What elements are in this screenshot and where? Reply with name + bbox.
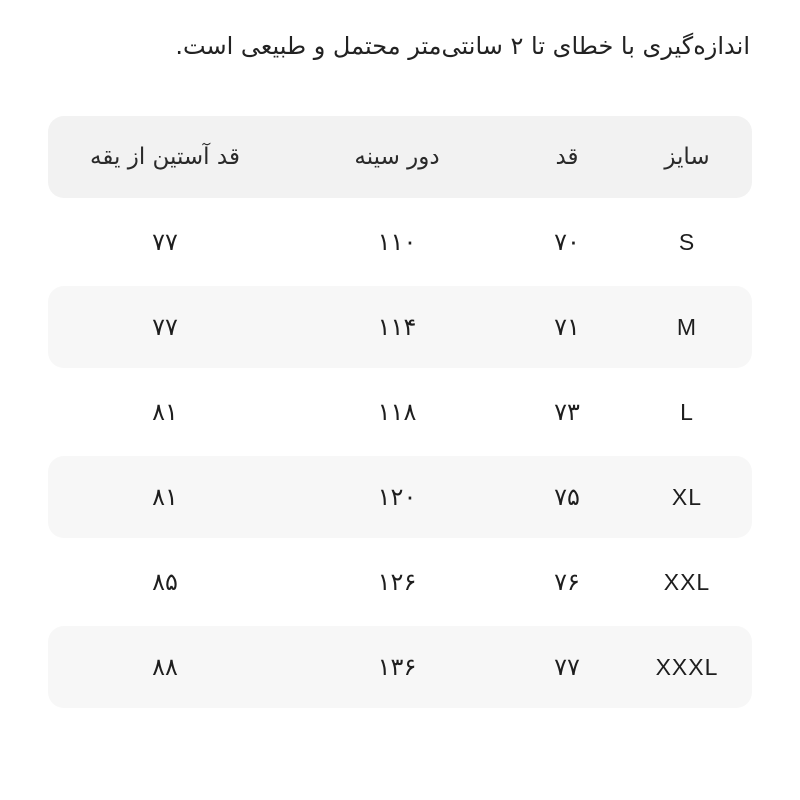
table-row: [48, 371, 752, 453]
chest-cell: ۱۱۸: [377, 398, 417, 426]
sleeve-cell: ۷۷: [152, 228, 178, 256]
size-cell: L: [680, 398, 694, 425]
header-chest: دور سینه: [354, 144, 440, 170]
table-row: [48, 201, 752, 283]
chest-cell: ۱۱۴: [377, 313, 417, 341]
size-table: [48, 116, 752, 711]
header-sleeve: قد آستین از یقه: [90, 144, 240, 170]
size-cell: XL: [671, 483, 703, 510]
table-row: [48, 456, 752, 538]
header-height: قد: [555, 144, 579, 170]
sleeve-cell: ۸۸: [152, 653, 178, 681]
table-row: [48, 626, 752, 708]
size-cell: M: [676, 313, 698, 340]
sleeve-cell: ۷۷: [152, 313, 178, 341]
height-cell: ۷۶: [554, 568, 580, 596]
chest-cell: ۱۲۰: [377, 483, 417, 511]
header-size: سایز: [664, 144, 710, 170]
sleeve-cell: ۸۵: [152, 568, 178, 596]
height-cell: ۷۱: [554, 313, 580, 341]
chest-cell: ۱۱۰: [377, 228, 417, 256]
height-cell: ۷۳: [554, 398, 580, 426]
chest-cell: ۱۲۶: [377, 568, 417, 596]
sleeve-cell: ۸۱: [152, 398, 178, 426]
table-header-row: [48, 116, 752, 198]
height-cell: ۷۰: [554, 228, 580, 256]
measurement-note: اندازه‌گیری با خطای تا ۲ سانتی‌متر محتمل و طبیعی است.: [175, 32, 750, 60]
size-cell: S: [678, 228, 696, 255]
chest-cell: ۱۳۶: [377, 653, 417, 681]
table-row: [48, 286, 752, 368]
height-cell: ۷۷: [554, 653, 580, 681]
size-cell: XXXL: [655, 653, 719, 680]
size-cell: XXL: [663, 568, 711, 595]
sleeve-cell: ۸۱: [152, 483, 178, 511]
table-row: [48, 541, 752, 623]
height-cell: ۷۵: [554, 483, 580, 511]
